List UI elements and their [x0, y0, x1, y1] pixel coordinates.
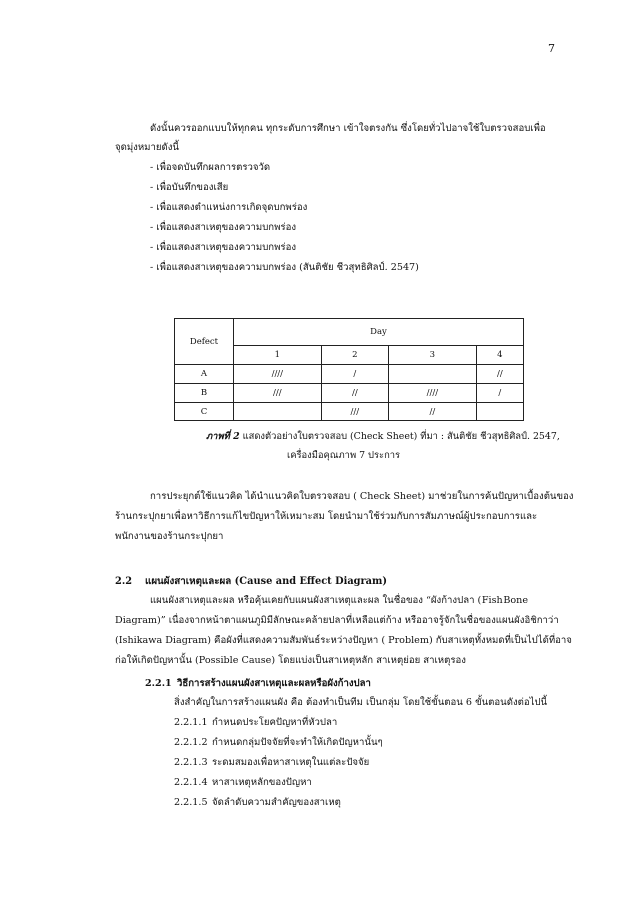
step-number: 2.2.1.5: [174, 797, 208, 808]
intro-line-2: จุดมุ่งหมายดังนี้: [115, 142, 179, 153]
bullet-item: - เพื่อแสดงสาเหตุของความบกพร่อง: [150, 242, 297, 253]
step-item: [174, 797, 341, 809]
tally-cell: [234, 403, 322, 421]
paragraph-4: สิ่งสำคัญในการสร้างแผนผัง คือ ต้องทำเป็นทีม เป็นกลุ่ม โดยใช้ขั้นตอน 6 ขั้นตอนดังต่อไปนี้: [174, 697, 548, 708]
tally-cell: //: [476, 365, 523, 384]
step-number: 2.2.1.1: [174, 717, 208, 728]
tally-cell: ////: [389, 384, 477, 403]
figure-caption-text: แสดงตัวอย่างใบตรวจสอบ (Check Sheet) ที่มา : สันติชัย ชีวสุทธิศิลป์. 2547,: [239, 431, 560, 442]
table-row: [175, 384, 524, 403]
check-sheet-table: [174, 318, 524, 421]
paragraph-2-line-2: ร้านกระปุกยาเพื่อหาวิธีการแก้ไขปัญหาให้เหมาะสม โดยนำมาใช้ร่วมกับการสัมภาษณ์ผู้ประกอบการและ: [115, 511, 538, 522]
bullet-item: - เพื่อจดบันทึกผลการตรวจวัด: [150, 162, 271, 173]
tally-cell: [476, 403, 523, 421]
day-cell: 1: [234, 346, 322, 365]
paragraph-3-line-2: Diagram)” เนื่องจากหน้าตาแผนภูมิมีลักษณะคล้ายปลาที่เหลือแต่ก้าง หรืออาจรู้จักในชื่อของแผนผังอิชิกาว่า: [115, 615, 559, 626]
intro-line-1: ดังนั้นควรออกแบบให้ทุกคน ทุกระดับการศึกษา เข้าใจตรงกัน ซึ่งโดยทั่วไปอาจใช้ใบตรวจสอบเพื่อ: [150, 123, 546, 134]
defect-cell: A: [175, 365, 234, 384]
paragraph-3-text: แผนผังสาเหตุและผล หรือคุ้นเคยกับแผนผังสาเหตุและผล ในชื่อของ “ผังก้างปลา (: [150, 595, 482, 606]
step-number: 2.2.1.3: [174, 757, 208, 768]
step-item: [174, 757, 369, 769]
step-number: 2.2.1.2: [174, 737, 208, 748]
step-text: หาสาเหตุหลักของปัญหา: [212, 777, 312, 788]
tally-cell: ///: [321, 403, 388, 421]
paragraph-3-text: Fish: [481, 595, 503, 606]
paragraph-3-line-1: [150, 595, 528, 607]
step-item: [174, 717, 337, 729]
table-row: [175, 365, 524, 384]
bullet-item: - เพื่อแสดงตำแหน่งการเกิดจุดบกพร่อง: [150, 202, 308, 213]
step-item: [174, 737, 383, 749]
paragraph-3-line-3: (Ishikawa Diagram) คือผังที่แสดงความสัมพันธ์ระหว่างปัญหา ( Problem) กับสาเหตุทั้งหมดที่เป็นไปได้ที่อาจ: [115, 635, 572, 646]
step-text: กำหนดประโยคปัญหาที่หัวปลา: [212, 717, 338, 728]
subsection-title: วิธีการสร้างแผนผังสาเหตุและผลหรือผังก้างปลา: [177, 678, 371, 689]
section-number: 2.2: [115, 576, 133, 587]
subsection-heading: [145, 676, 371, 691]
step-text: ระดมสมองเพื่อหาสาเหตุในแต่ละปัจจัย: [212, 757, 370, 768]
tally-cell: //: [389, 403, 477, 421]
section-heading: [115, 574, 387, 589]
bullet-item: - เพื่อบันทึกของเสีย: [150, 182, 229, 193]
bullet-item: - เพื่อแสดงสาเหตุของความบกพร่อง (สันติชัย ชีวสุทธิศิลป์. 2547): [150, 262, 419, 273]
step-text: จัดลำดับความสำคัญของสาเหตุ: [212, 797, 341, 808]
table-row: [175, 403, 524, 421]
paragraph-3-text: Bone: [503, 595, 528, 606]
step-text: กำหนดกลุ่มปัจจัยที่จะทำให้เกิดปัญหานั้นๆ: [212, 737, 383, 748]
tally-cell: ////: [234, 365, 322, 384]
paragraph-2-line-3: พนักงานของร้านกระปุกยา: [115, 531, 224, 542]
tally-cell: [389, 365, 477, 384]
tally-cell: //: [321, 384, 388, 403]
paragraph-2-line-1: การประยุกต์ใช้แนวคิด ได้นำแนวคิดใบตรวจสอบ ( Check Sheet) มาช่วยในการค้นปัญหาเบื้องต้นของ: [150, 491, 574, 502]
defect-header: Defect: [175, 319, 234, 365]
step-number: 2.2.1.4: [174, 777, 208, 788]
figure-caption-line-2: เครื่องมือคุณภาพ 7 ประการ: [287, 450, 401, 461]
subsection-number: 2.2.1: [145, 678, 172, 689]
page-number: 7: [548, 42, 555, 55]
day-cell: 3: [389, 346, 477, 365]
defect-cell: B: [175, 384, 234, 403]
defect-cell: C: [175, 403, 234, 421]
step-item: [174, 777, 312, 789]
day-cell: 2: [321, 346, 388, 365]
tally-cell: ///: [234, 384, 322, 403]
day-cell: 4: [476, 346, 523, 365]
figure-caption: [206, 429, 560, 444]
paragraph-3-line-4: ก่อให้เกิดปัญหานั้น (Possible Cause) โดยแบ่งเป็นสาเหตุหลัก สาเหตุย่อย สาเหตุรอง: [115, 655, 466, 666]
bullet-item: - เพื่อแสดงสาเหตุของความบกพร่อง: [150, 222, 297, 233]
tally-cell: /: [476, 384, 523, 403]
figure-label: ภาพที่ 2: [206, 431, 240, 442]
day-header: Day: [234, 319, 524, 346]
tally-cell: /: [321, 365, 388, 384]
section-title: แผนผังสาเหตุและผล (Cause and Effect Diagram): [145, 576, 388, 587]
